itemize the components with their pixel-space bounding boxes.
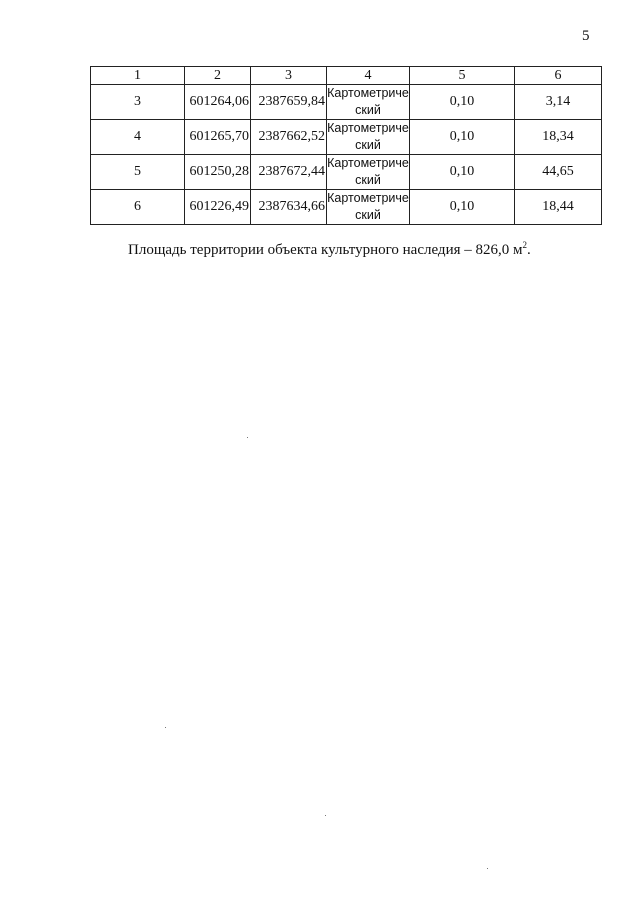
distance-cell: 18,44 [515,190,602,225]
column-header: 3 [251,67,327,85]
point-number-cell: 3 [91,85,185,120]
column-header: 4 [327,67,410,85]
column-header: 1 [91,67,185,85]
x-coordinate-cell: 601250,28 [185,155,251,190]
accuracy-cell: 0,10 [410,85,515,120]
method-cell: Картометрический [327,155,410,190]
y-coordinate-cell: 2387634,66 [251,190,327,225]
distance-cell: 3,14 [515,85,602,120]
accuracy-cell: 0,10 [410,190,515,225]
scan-speck [325,815,326,816]
method-cell: Картометрический [327,120,410,155]
method-cell: Картометрический [327,190,410,225]
point-number-cell: 6 [91,190,185,225]
accuracy-cell: 0,10 [410,155,515,190]
table-header-row [91,67,602,85]
point-number-cell: 4 [91,120,185,155]
x-coordinate-cell: 601265,70 [185,120,251,155]
area-note [128,242,531,259]
scan-speck [487,868,488,869]
x-coordinate-cell: 601226,49 [185,190,251,225]
column-header: 2 [185,67,251,85]
area-note-text: Площадь территории объекта культурного наследия – 826,0 м [128,242,523,258]
accuracy-cell: 0,10 [410,120,515,155]
table-row [91,190,602,225]
y-coordinate-cell: 2387662,52 [251,120,327,155]
area-note-suffix: . [526,242,531,258]
x-coordinate-cell: 601264,06 [185,85,251,120]
table-row [91,155,602,190]
table-row [91,85,602,120]
scan-speck [247,437,248,438]
page-number: 5 [582,28,590,44]
distance-cell: 44,65 [515,155,602,190]
column-header: 5 [410,67,515,85]
y-coordinate-cell: 2387659,84 [251,85,327,120]
column-header: 6 [515,67,602,85]
area-unit-superscript: 2 [522,240,527,250]
point-number-cell: 5 [91,155,185,190]
y-coordinate-cell: 2387672,44 [251,155,327,190]
distance-cell: 18,34 [515,120,602,155]
table-row [91,120,602,155]
scan-speck [165,727,166,728]
method-cell: Картометрический [327,85,410,120]
coordinates-table [90,66,602,225]
